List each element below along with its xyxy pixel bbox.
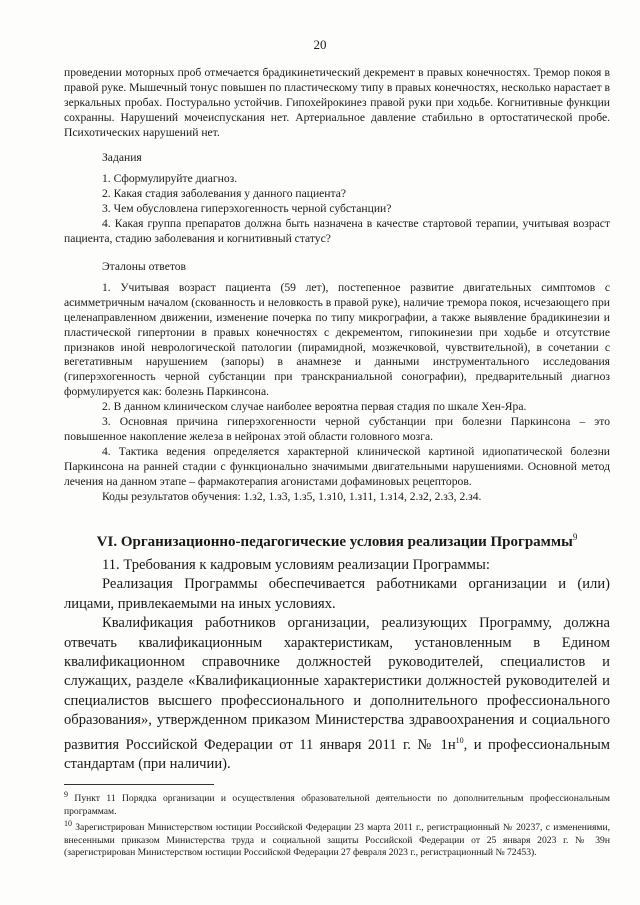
answer-item: 4. Тактика ведения определяется характерной клинической картиной идиопатической болезни Паркинсона на ранней стадии с функционально значимыми двигательными нарушениями. Основной метод лечения на данном этапе – фармакотерапия агонистами дофаминовых рецепторов.: [64, 444, 610, 488]
section-body: [64, 556, 610, 774]
section-title: [64, 527, 610, 552]
learning-codes: Коды результатов обучения: 1.з2, 1.з3, 1.з5, 1.з10, 1.з11, 1.з14, 2.з2, 2.з3, 2.з4.: [102, 489, 482, 503]
answer-item: 1. Учитывая возраст пациента (59 лет), постепенное развитие двигательных симптомов с асимметричным началом (скованность и неловкость в правой руке), наличие тремора покоя, исчезающего при целенаправленном движении, изменение почерка по типу микрографии, а также выявление брадикинезии и пластической гипертонии в правых конечностях с декрементом, гипокинезии при ходьбе и отсутствие признаков иной неврологической патологии (пирамидной, мозжечковой, чувствительной), в сочетании с вегетативным нарушением (запоры) в анамнезе и данными инструментального исследования (гиперэхогенность черной субстанции при транскраниальной сонографии), предварительный диагноз формулируется как: болезнь Паркинсона.: [64, 280, 610, 399]
tasks-heading: Задания: [102, 151, 142, 164]
qualification-text-end: , и профессиональным стандартам (при наличии).: [64, 736, 610, 772]
footnote-divider: [64, 784, 214, 785]
case-text: [64, 66, 610, 141]
task-item: 3. Чем обусловлена гиперэхогенность черной субстанции?: [102, 201, 392, 215]
implementation-paragraph: Реализация Программы обеспечивается работниками организации и (или) лицами, привлекаемыми на иных условиях.: [64, 576, 610, 612]
footnote-mark: 9: [64, 790, 68, 799]
footnote-ref: 9: [572, 532, 578, 542]
task-item: 1. Сформулируйте диагноз.: [102, 171, 238, 185]
footnote-text: Зарегистрирован Министерством юстиции Российской Федерации 23 марта 2011 г., регистрационный № 20237, с изменениями, внесенными приказом Министерства труда и социальной защиты Российской Федерации от 25 января 2023 г. № 39н (зарегистрирован Министерством юстиции Российской Федерации 27 февраля 2023 г., регистрационный № 72453).: [64, 822, 610, 858]
qualification-paragraph: [64, 614, 610, 774]
task-item: 2. Какая стадия заболевания у данного пациента?: [102, 186, 347, 200]
footnotes: [64, 789, 610, 859]
section-title-text: VI. Организационно-педагогические условия реализации Программы: [96, 534, 573, 550]
footnote-text: Пункт 11 Порядка организации и осуществления образовательной деятельности по дополнительным профессиональным программам.: [64, 793, 610, 817]
requirements-heading: 11. Требования к кадровым условиям реализации Программы:: [102, 557, 490, 573]
page-number: 20: [313, 37, 327, 52]
answer-item: 3. Основная причина гиперэхогенности черной субстанции при болезни Паркинсона – это повышенное накопление железа в нейронах этой области головного мозга.: [64, 415, 610, 443]
case-paragraph: проведении моторных проб отмечается брадикинетический декремент в правых конечностях. Тремор покоя в правой руке. Мышечный тонус повышен по пластическому типу в правых конечностях, несколько нарастает в зеркальных пробах. Постурально устойчив. Гипохейрокинез правой руки при ходьбе. Когнитивные функции сохранны. Нарушений мочеиспускания нет. Артериальное давление стабильно в ортостатической пробе. Психотических нарушений нет.: [64, 66, 611, 139]
task-item: 4. Какая группа препаратов должна быть назначена в качестве стартовой терапии, учитывая возраст пациента, стадию заболевания и когнитивный статус?: [64, 216, 610, 245]
footnote-mark: 10: [64, 819, 72, 828]
answer-item: 2. В данном клиническом случае наиболее вероятна первая стадия по шкале Хен-Яра.: [102, 400, 527, 414]
footnote-ref: 10: [455, 735, 464, 745]
footnote: [64, 789, 610, 818]
answers-block: [64, 260, 610, 505]
footnote: [64, 818, 610, 859]
answers-heading: Эталоны ответов: [102, 260, 187, 273]
tasks-block: [64, 151, 610, 246]
qualification-text: Квалификация работников организации, реализующих Программу, должна отвечать квалификационным характеристикам, установленным в Едином квалификационном справочнике должностей руководителей, специалистов и служащих, разделе «Квалификационные характеристики должностей руководителей и специалистов высшего профессионального и дополнительного профессионального образования», утвержденном приказом Министерства здравоохранения и социального развития Российской Федерации от 11 января 2011 г. № 1н: [64, 615, 610, 753]
